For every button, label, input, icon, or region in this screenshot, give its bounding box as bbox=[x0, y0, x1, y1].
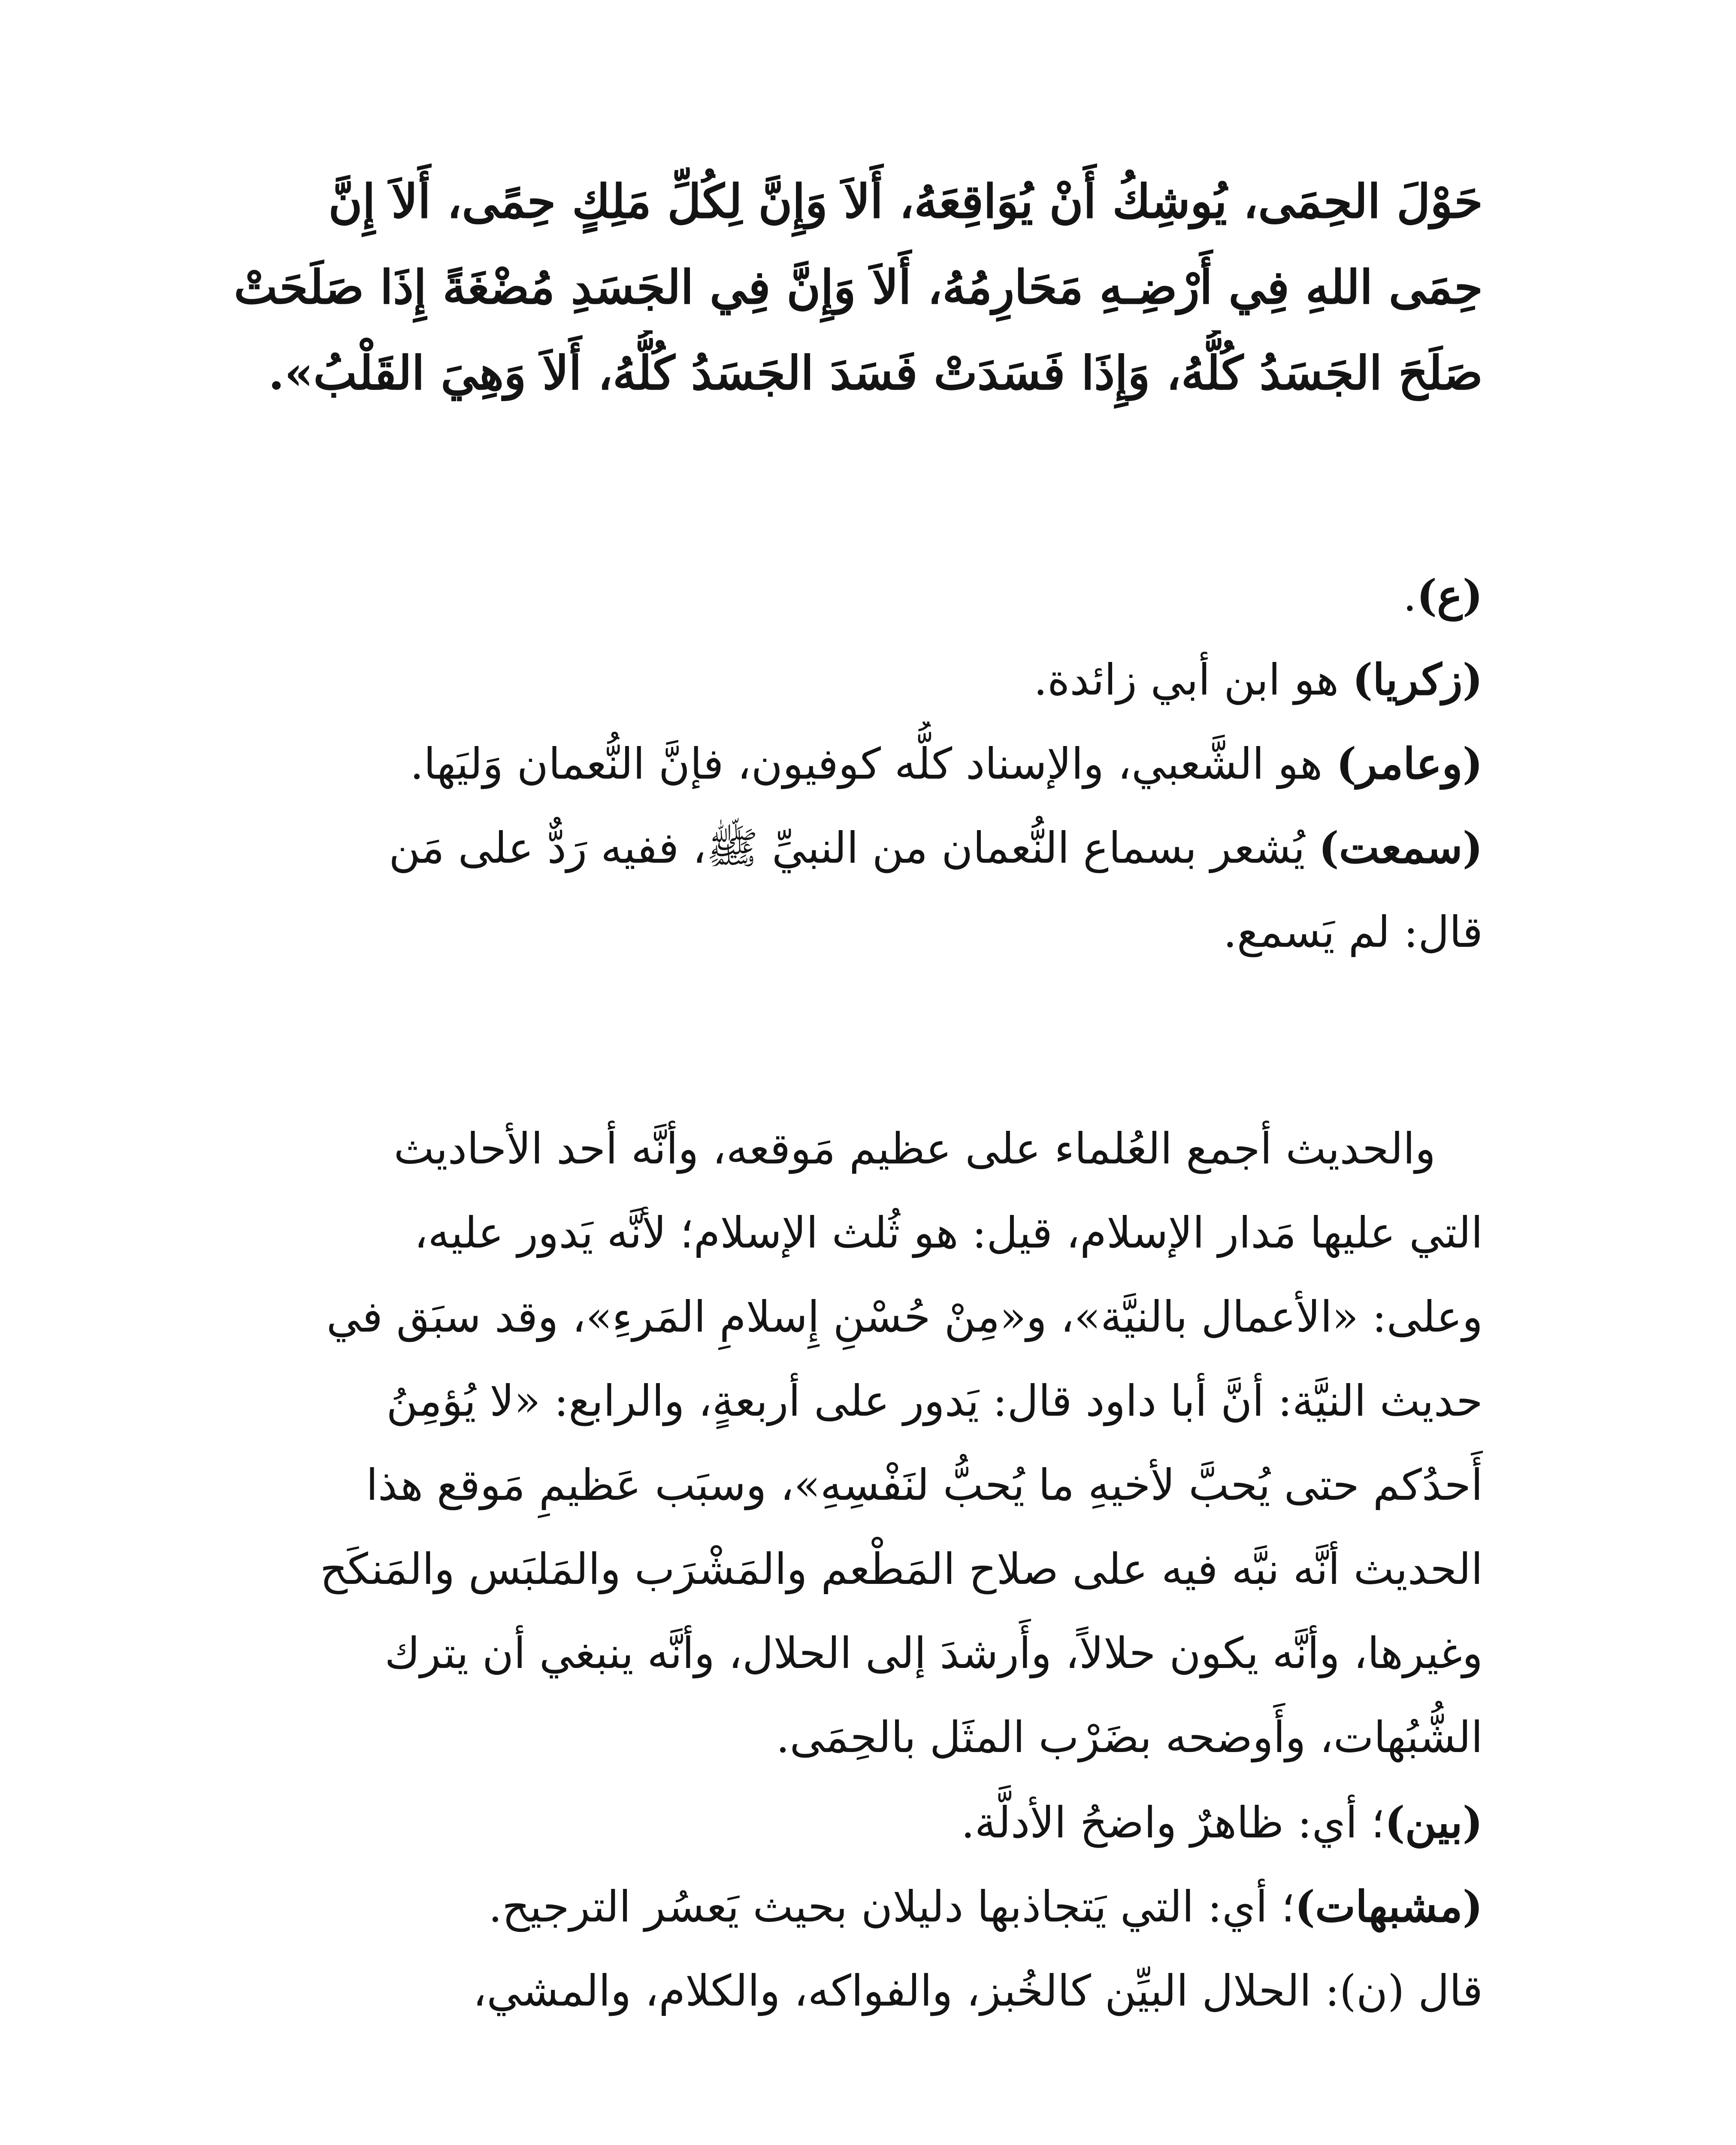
commentary-text: . bbox=[1403, 571, 1417, 621]
commentary-line bbox=[202, 890, 1483, 974]
commentary-marker: (زكريا) bbox=[1352, 654, 1483, 705]
commentary-text: هو ابن أبي زائدة. bbox=[1034, 655, 1352, 705]
commentary-line bbox=[202, 806, 1483, 890]
hadith-text bbox=[202, 159, 1483, 416]
gloss-text: ؛ أي: ظاهرٌ واضحُ الأدلَّة. bbox=[961, 1798, 1385, 1848]
gloss-text: ؛ أي: التي يَتجاذبها دليلان بحيث يَعسُر الترجيح. bbox=[488, 1882, 1295, 1932]
hadith-line: حَوْلَ الحِمَى، يُوشِكُ أَنْ يُوَاقِعَهُ، أَلاَ وَإِنَّ لِكُلِّ مَلِكٍ حِمًى، أَلاَ إِنَّ bbox=[328, 175, 1483, 229]
commentary-text: قال: لم يَسمع. bbox=[1223, 907, 1483, 957]
gloss-notes bbox=[202, 1780, 1483, 2033]
commentary-line bbox=[202, 722, 1483, 806]
hadith-line: حِمَى اللهِ فِي أَرْضِـهِ مَحَارِمُهُ، أَلاَ وَإِنَّ فِي الجَسَدِ مُضْغَةً إِذَا صَلَحَتْ bbox=[234, 260, 1483, 314]
gloss-line bbox=[202, 1949, 1483, 2033]
commentary-notes bbox=[202, 553, 1483, 974]
paragraph-line: الشُّبُهات، وأَوضحه بضَرْب المثَل بالحِمَى. bbox=[776, 1712, 1483, 1762]
paragraph-line: وعلى: «الأعمال بالنيَّة»، و«مِنْ حُسْنِ إِسلامِ المَرءِ»، وقد سبَق في bbox=[326, 1292, 1483, 1342]
commentary-text: يُشعر بسماع النُّعمان من النبيِّ ﷺ، ففيه رَدٌّ على مَن bbox=[389, 823, 1319, 873]
paragraph-line: الحديث أنَّه نبَّه فيه على صلاح المَطْعم والمَشْرَب والمَلبَس والمَنكَح bbox=[320, 1544, 1483, 1594]
hadith-line: صَلَحَ الجَسَدُ كُلُّهُ، وَإِذَا فَسَدَتْ فَسَدَ الجَسَدُ كُلُّهُ، أَلاَ وَهِيَ القَلْبُ». bbox=[268, 346, 1483, 400]
commentary-line bbox=[202, 553, 1483, 637]
gloss-marker: (مشبهات) bbox=[1294, 1881, 1483, 1932]
commentary-marker: (وعامر) bbox=[1336, 738, 1483, 789]
paragraph-line: وغيرها، وأنَّه يكون حلالاً، وأَرشدَ إلى الحلال، وأنَّه ينبغي أن يترك bbox=[384, 1628, 1483, 1678]
paragraph-line: التي عليها مَدار الإسلام، قيل: هو ثُلث الإسلام؛ لأنَّه يَدور عليه، bbox=[414, 1208, 1483, 1258]
commentary-text: هو الشَّعبي، والإسناد كلُّه كوفيون، فإنَّ النُّعمان وَليَها. bbox=[410, 739, 1337, 789]
gloss-text: قال (ن): الحلال البيِّن كالخُبز، والفواكه، والكلام، والمشي، bbox=[472, 1966, 1483, 2016]
paragraph-line: والحديث أجمع العُلماء على عظيم مَوقعه، وأنَّه أحد الأحاديث bbox=[393, 1124, 1436, 1174]
paragraph-line: أَحدُكم حتى يُحبَّ لأخيهِ ما يُحبُّ لنَفْسِهِ»، وسبَب عَظيمِ مَوقع هذا bbox=[366, 1460, 1483, 1510]
gloss-line bbox=[202, 1780, 1483, 1864]
commentary-marker: (سمعت) bbox=[1319, 822, 1483, 873]
gloss-marker: (بين) bbox=[1385, 1797, 1483, 1848]
main-paragraph bbox=[202, 1107, 1483, 1779]
paragraph-line: حديث النيَّة: أنَّ أبا داود قال: يَدور على أربعةٍ، والرابع: «لا يُؤمِنُ bbox=[386, 1376, 1483, 1426]
commentary-marker: (ع) bbox=[1416, 570, 1483, 621]
commentary-line bbox=[202, 637, 1483, 722]
gloss-line bbox=[202, 1864, 1483, 1949]
